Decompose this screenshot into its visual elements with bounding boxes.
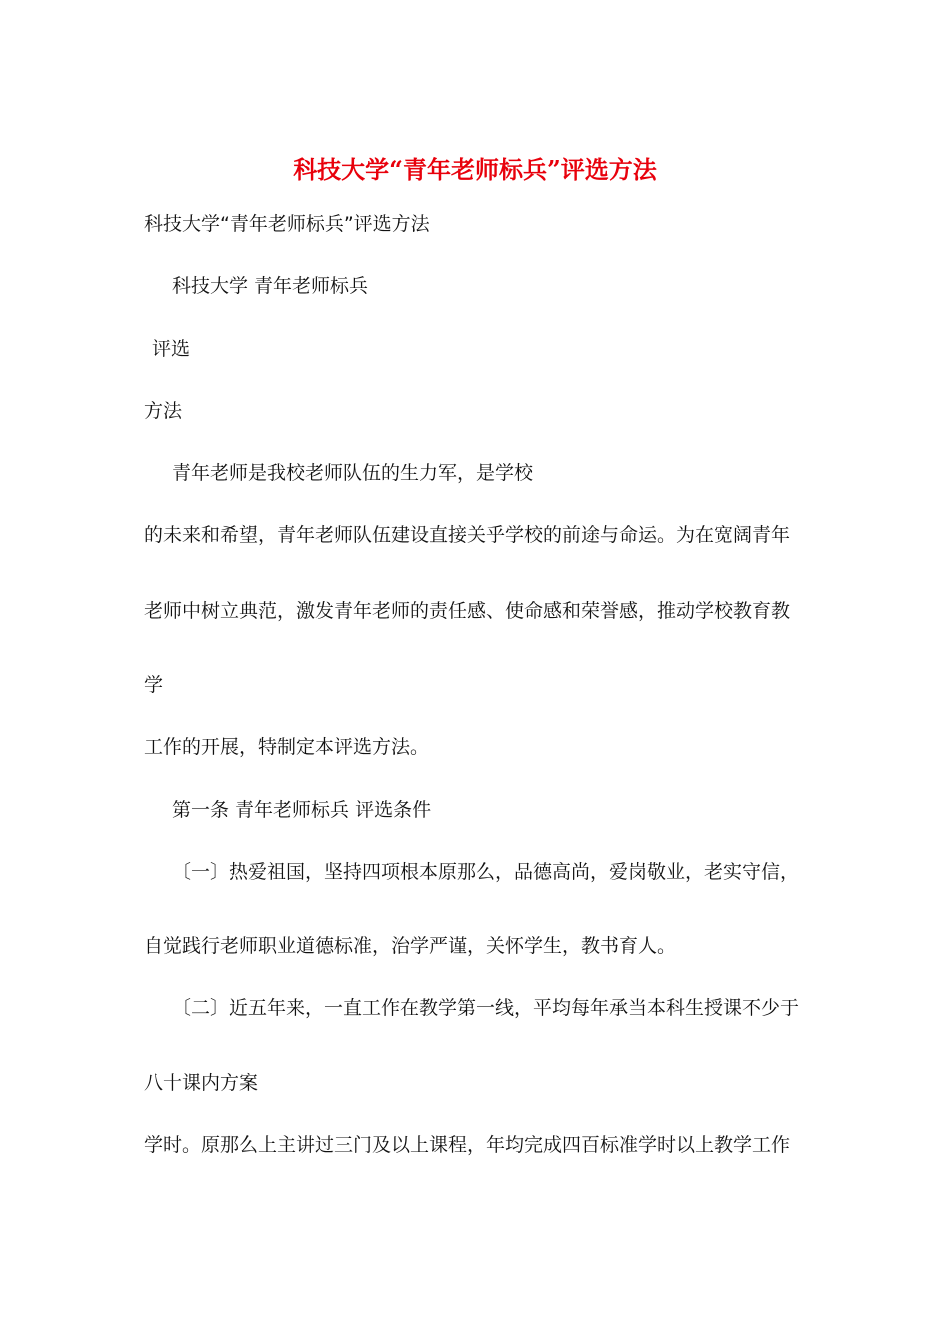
paragraph-line: 青年老师是我校老师队伍的生力军，是学校 xyxy=(172,462,534,484)
paragraph-line: 工作的开展，特制定本评选方法。 xyxy=(144,736,430,758)
body-line: 方法 xyxy=(144,400,183,422)
paragraph-line: 老师中树立典范，激发青年老师的责任感、使命感和荣誉感，推动学校教育教 xyxy=(144,600,791,622)
paragraph-line: 的未来和希望，青年老师队伍建设直接关乎学校的前途与命运。为在宽阔青年 xyxy=(144,524,791,546)
body-line: 评选 xyxy=(152,338,191,360)
document-title: 科技大学“青年老师标兵”评选方法 xyxy=(293,155,657,184)
paragraph-line: 学 xyxy=(144,674,164,696)
body-line: 科技大学 青年老师标兵 xyxy=(172,275,369,297)
paragraph-line: 八十课内方案 xyxy=(144,1072,259,1094)
paragraph-line: 学时。原那么上主讲过三门及以上课程，年均完成四百标准学时以上教学工作 xyxy=(144,1134,791,1156)
paragraph-line: 〔一〕热爱祖国，坚持四项根本原那么，品德高尚，爱岗敬业，老实守信， xyxy=(172,861,800,883)
article-heading: 第一条 青年老师标兵 评选条件 xyxy=(172,799,432,821)
paragraph-line: 〔二〕近五年来，一直工作在教学第一线，平均每年承当本科生授课不少于 xyxy=(172,997,800,1019)
paragraph-line: 自觉践行老师职业道德标准，治学严谨，关怀学生，教书育人。 xyxy=(144,935,677,957)
subtitle-line: 科技大学“青年老师标兵”评选方法 xyxy=(144,213,430,235)
